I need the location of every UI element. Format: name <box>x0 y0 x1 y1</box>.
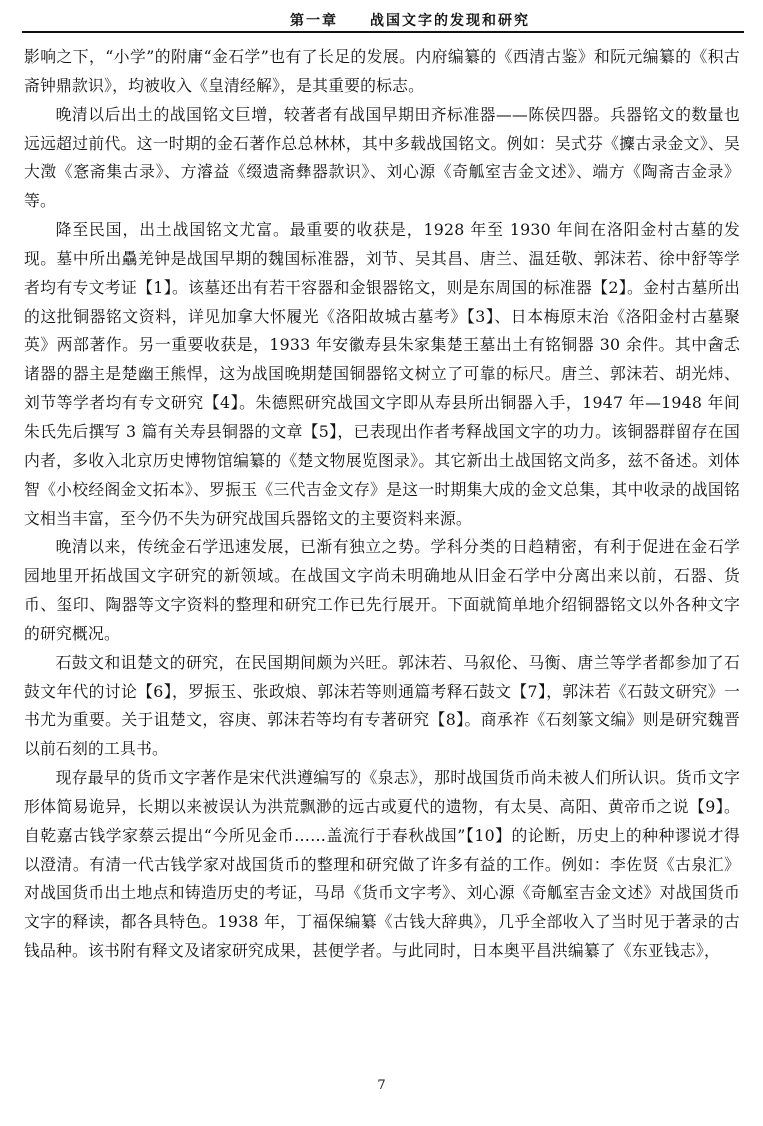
page-number: 7 <box>377 1078 386 1093</box>
paragraph: 影响之下，“小学”的附庸“金石学”也有了长足的发展。内府编纂的《西清古鉴》和阮元编纂的《积古斋钟鼎款识》，均被收入《皇清经解》，是其重要的标志。 <box>24 47 740 95</box>
chapter-label: 第一章 <box>290 13 338 29</box>
paragraph: 石鼓文和诅楚文的研究，在民国期间颇为兴旺。郭沫若、马叙伦、马衡、唐兰等学者都参加了石鼓文年代的讨论【6】，罗振玉、张政烺、郭沫若等则通篇考释石鼓文【7】，郭沫若《石鼓文研究》一书尤为重要。关于诅楚文，容庚、郭沫若等均有专著研究【8】。商承祚《石刻篆文编》则是研究魏晋以前石刻的工具书。 <box>24 652 740 759</box>
chapter-title: 战国文字的发现和研究 <box>370 13 530 29</box>
body-text <box>24 43 740 966</box>
running-header <box>22 4 744 33</box>
paragraph: 降至民国，出土战国铭文尤富。最重要的收获是，1928 年至 1930 年间在洛阳金村古墓的发现。墓中所出驫羌钟是战国早期的魏国标准器，刘节、吴其昌、唐兰、温廷敬、郭沫若、徐中舒等学者均有专文考证【1】。该墓还出有若干容器和金银器铭文，则是东周国的标准器【2】。金村古墓所出的这批铜器铭文资料，详见加拿大怀履光《洛阳故城古墓考》【3】、日本梅原末治《洛阳金村古墓聚英》两部著作。另一重要收获是，1933 年安徽寿县朱家集楚王墓出土有铭铜器 30 余件。其中酓忎诸器的器主是楚幽王熊悍，这为战国晚期楚国铜器铭文树立了可靠的标尺。唐兰、郭沫若、胡光炜、刘节等学者均有专文研究【4】。朱德熙研究战国文字即从寿县所出铜器入手，1947 年—1948 年间朱氏先后撰写 3 篇有关寿县铜器的文章【5】，已表现出作者考释战国文字的功力。该铜器群留存在国内者，多收入北京历史博物馆编纂的《楚文物展览图录》。其它新出土战国铭文尚多，兹不备述。刘体智《小校经阁金文拓本》、罗振玉《三代吉金文存》是这一时期集大成的金文总集，其中收录的战国铭文相当丰富，至今仍不失为研究战国兵器铭文的主要资料来源。 <box>24 220 740 528</box>
paragraph: 晚清以来，传统金石学迅速发展，已渐有独立之势。学科分类的日趋精密，有利于促进在金石学园地里开拓战国文字研究的新领域。在战国文字尚未明确地从旧金石学中分离出来以前，石器、货币、玺印、陶器等文字资料的整理和研究工作已先行展开。下面就简单地介绍铜器铭文以外各种文字的研究概况。 <box>24 537 740 643</box>
paragraph: 晚清以后出土的战国铭文巨增，较著者有战国早期田齐标准器——陈侯四器。兵器铭文的数量也远远超过前代。这一时期的金石著作总总林林，其中多载战国铭文。例如：吴式芬《攈古录金文》、吴大澂《愙斋集古录》、方濬益《缀遗斋彝器款识》、刘心源《奇觚室吉金文述》、端方《陶斋吉金录》等。 <box>24 104 740 211</box>
paragraph: 现存最早的货币文字著作是宋代洪遵编写的《泉志》，那时战国货币尚未被人们所认识。货币文字形体简易诡异，长期以来被误认为洪荒飘渺的远古或夏代的遗物，有太昊、高阳、黄帝币之说【9】。自乾嘉古钱学家蔡云提出“今所见金币……盖流行于春秋战国”【10】的论断，历史上的种种谬说才得以澄清。有清一代古钱学家对战国货币的整理和研究做了许多有益的工作。例如：李佐贤《古泉汇》对战国货币出土地点和铸造历史的考证，马昂《货币文字考》、刘心源《奇觚室吉金文述》对战国货币文字的释读，都各具特色。1938 年，丁福保编纂《古钱大辞典》，几乎全部收入了当时见于著录的古钱品种。该书附有释文及诸家研究成果，甚便学者。与此同时，日本奥平昌洪编纂了《东亚钱志》， <box>24 768 740 961</box>
